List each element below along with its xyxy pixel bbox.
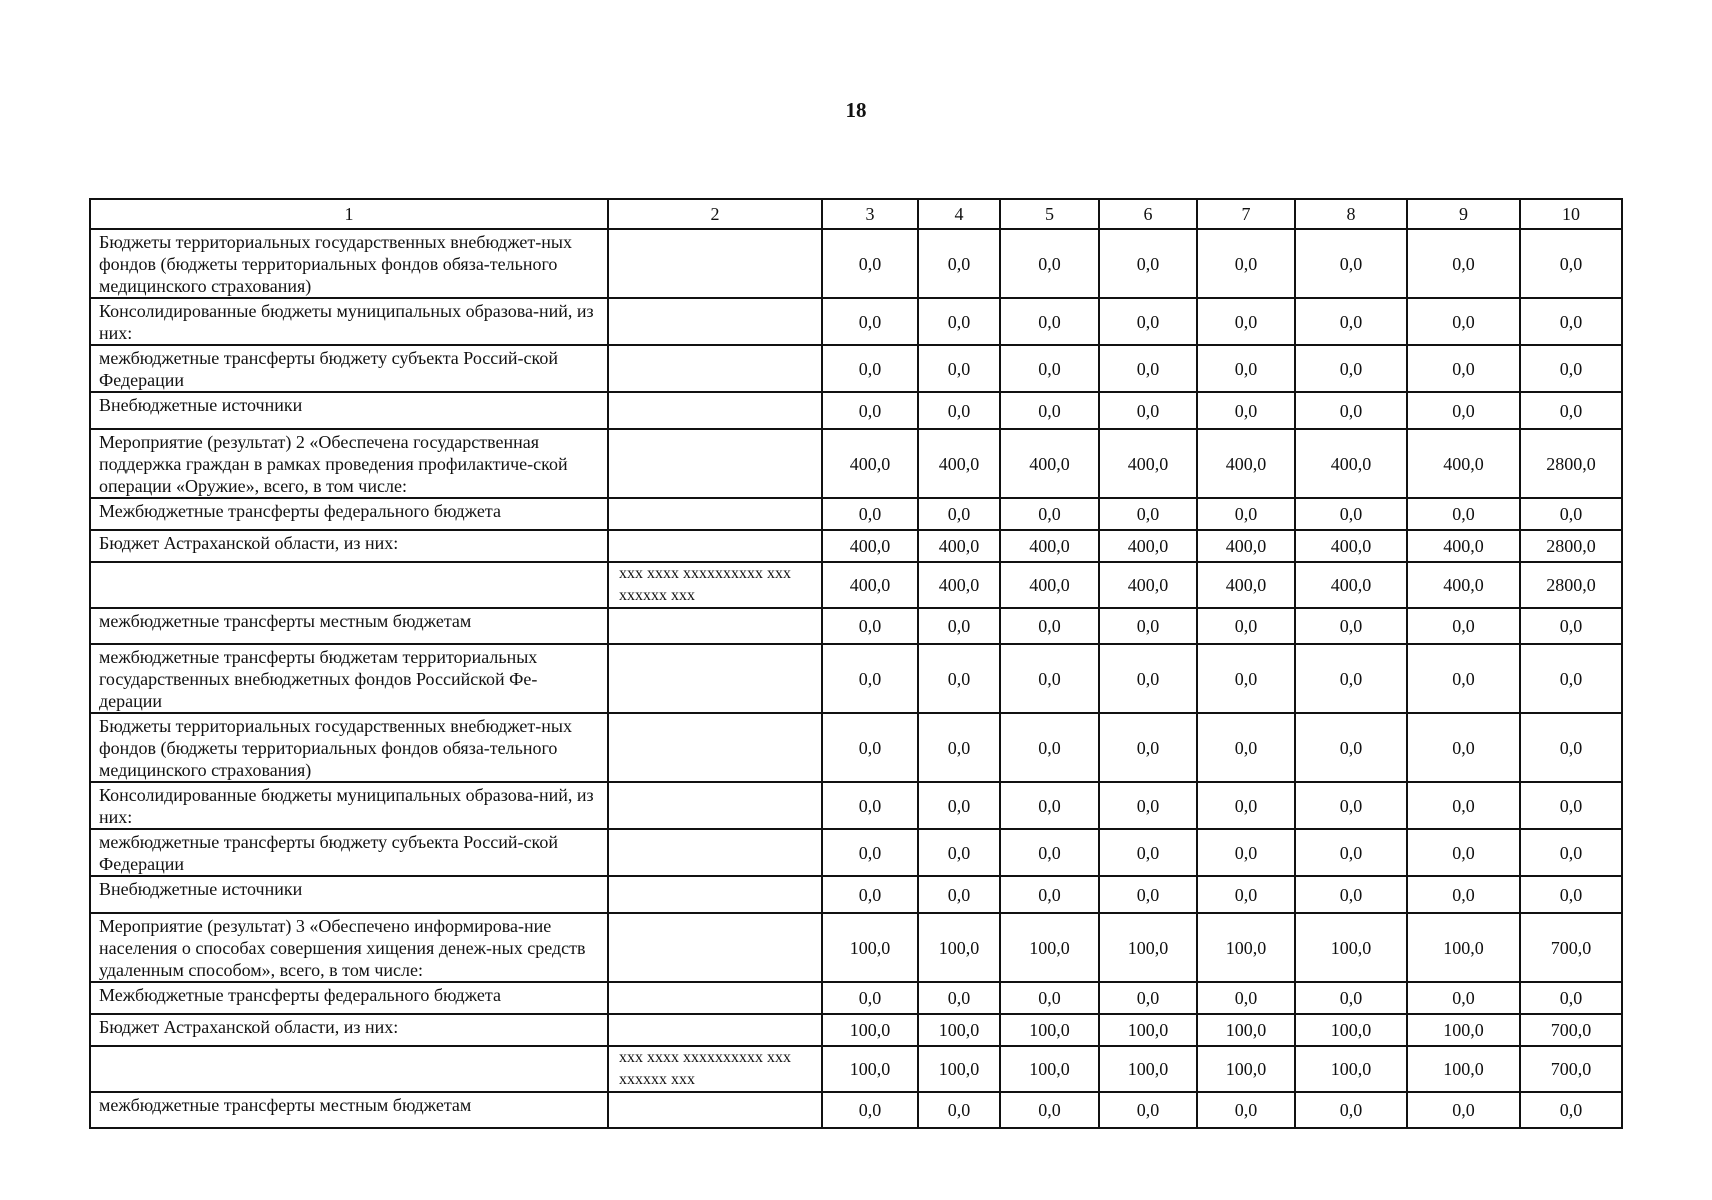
table-row	[90, 1014, 1622, 1046]
value-cell-col-4: 100,0	[918, 1046, 1000, 1092]
value-cell-col-8: 0,0	[1295, 644, 1407, 713]
value-cell-col-10: 2800,0	[1520, 429, 1622, 498]
value-cell-col-6: 0,0	[1099, 982, 1197, 1014]
value-cell-col-6: 0,0	[1099, 1092, 1197, 1128]
value-cell-col-8: 0,0	[1295, 498, 1407, 530]
column-header-4: 4	[918, 199, 1000, 229]
value-cell-col-3: 0,0	[822, 982, 918, 1014]
value-cell-col-10: 700,0	[1520, 1014, 1622, 1046]
value-cell-col-10: 0,0	[1520, 1092, 1622, 1128]
value-cell-col-6: 0,0	[1099, 829, 1197, 876]
table-row	[90, 229, 1622, 298]
row-name-cell: межбюджетные трансферты местным бюджетам	[90, 608, 608, 644]
row-name-cell: Бюджеты территориальных государственных внебюджет-ных фондов (бюджеты территориальных фондов обяза-тельного медицинского страхования)	[90, 713, 608, 782]
row-name-cell: межбюджетные трансферты бюджетам территориальных государственных внебюджетных фондов Российской Фе-дерации	[90, 644, 608, 713]
value-cell-col-4: 400,0	[918, 429, 1000, 498]
page-number: 18	[845, 98, 867, 122]
value-cell-col-9: 0,0	[1407, 1092, 1520, 1128]
row-code-cell	[608, 782, 822, 829]
value-cell-col-6: 0,0	[1099, 229, 1197, 298]
value-cell-col-8: 0,0	[1295, 392, 1407, 429]
row-code-cell	[608, 392, 822, 429]
value-cell-col-8: 0,0	[1295, 782, 1407, 829]
row-code-cell	[608, 345, 822, 392]
value-cell-col-3: 0,0	[822, 644, 918, 713]
value-cell-col-9: 0,0	[1407, 876, 1520, 913]
value-cell-col-3: 100,0	[822, 913, 918, 982]
value-cell-col-7: 0,0	[1197, 644, 1295, 713]
row-name-cell: Внебюджетные источники	[90, 876, 608, 913]
table-row	[90, 1046, 1622, 1092]
value-cell-col-5: 0,0	[1000, 345, 1099, 392]
value-cell-col-4: 0,0	[918, 782, 1000, 829]
value-cell-col-6: 400,0	[1099, 429, 1197, 498]
row-name-cell: межбюджетные трансферты местным бюджетам	[90, 1092, 608, 1128]
table-body	[90, 229, 1622, 1128]
value-cell-col-9: 0,0	[1407, 982, 1520, 1014]
row-name-cell: Мероприятие (результат) 3 «Обеспечено информирова-ние населения о способах совершения хищения денеж-ных средств удаленным способом», всего, в том числе:	[90, 913, 608, 982]
value-cell-col-5: 0,0	[1000, 298, 1099, 345]
column-header-3: 3	[822, 199, 918, 229]
header-row	[90, 199, 1622, 229]
value-cell-col-4: 0,0	[918, 608, 1000, 644]
value-cell-col-7: 100,0	[1197, 1046, 1295, 1092]
value-cell-col-5: 400,0	[1000, 429, 1099, 498]
value-cell-col-7: 0,0	[1197, 298, 1295, 345]
value-cell-col-8: 0,0	[1295, 713, 1407, 782]
value-cell-col-4: 0,0	[918, 498, 1000, 530]
row-code-cell	[608, 498, 822, 530]
value-cell-col-4: 0,0	[918, 298, 1000, 345]
value-cell-col-8: 0,0	[1295, 298, 1407, 345]
value-cell-col-8: 400,0	[1295, 562, 1407, 608]
value-cell-col-3: 0,0	[822, 713, 918, 782]
row-code-cell	[608, 913, 822, 982]
value-cell-col-9: 100,0	[1407, 1014, 1520, 1046]
value-cell-col-10: 0,0	[1520, 782, 1622, 829]
value-cell-col-6: 0,0	[1099, 608, 1197, 644]
column-header-6: 6	[1099, 199, 1197, 229]
value-cell-col-9: 0,0	[1407, 498, 1520, 530]
value-cell-col-8: 0,0	[1295, 876, 1407, 913]
row-name-cell: Консолидированные бюджеты муниципальных образова-ний, из них:	[90, 298, 608, 345]
value-cell-col-5: 100,0	[1000, 913, 1099, 982]
value-cell-col-6: 400,0	[1099, 562, 1197, 608]
value-cell-col-7: 400,0	[1197, 562, 1295, 608]
value-cell-col-3: 0,0	[822, 1092, 918, 1128]
row-code-cell	[608, 1092, 822, 1128]
value-cell-col-8: 100,0	[1295, 913, 1407, 982]
value-cell-col-6: 0,0	[1099, 713, 1197, 782]
table-row	[90, 345, 1622, 392]
column-header-7: 7	[1197, 199, 1295, 229]
row-code-cell	[608, 982, 822, 1014]
value-cell-col-4: 0,0	[918, 345, 1000, 392]
value-cell-col-9: 0,0	[1407, 713, 1520, 782]
value-cell-col-4: 0,0	[918, 229, 1000, 298]
value-cell-col-7: 0,0	[1197, 608, 1295, 644]
table-row	[90, 608, 1622, 644]
value-cell-col-3: 0,0	[822, 876, 918, 913]
value-cell-col-9: 0,0	[1407, 229, 1520, 298]
row-code-cell	[608, 608, 822, 644]
value-cell-col-4: 0,0	[918, 713, 1000, 782]
value-cell-col-9: 0,0	[1407, 608, 1520, 644]
row-code-cell	[608, 429, 822, 498]
value-cell-col-6: 0,0	[1099, 876, 1197, 913]
value-cell-col-6: 0,0	[1099, 345, 1197, 392]
value-cell-col-10: 0,0	[1520, 608, 1622, 644]
row-code-cell: ххх хххх хххххххххх ххх хххххх ххх	[608, 562, 822, 608]
row-code-cell	[608, 876, 822, 913]
value-cell-col-9: 0,0	[1407, 782, 1520, 829]
value-cell-col-4: 0,0	[918, 829, 1000, 876]
value-cell-col-5: 0,0	[1000, 829, 1099, 876]
table-row	[90, 562, 1622, 608]
value-cell-col-8: 0,0	[1295, 829, 1407, 876]
value-cell-col-8: 100,0	[1295, 1014, 1407, 1046]
value-cell-col-6: 0,0	[1099, 298, 1197, 345]
value-cell-col-9: 100,0	[1407, 1046, 1520, 1092]
column-header-10: 10	[1520, 199, 1622, 229]
table-row	[90, 298, 1622, 345]
value-cell-col-3: 0,0	[822, 782, 918, 829]
value-cell-col-6: 0,0	[1099, 498, 1197, 530]
row-code-cell	[608, 1014, 822, 1046]
value-cell-col-5: 0,0	[1000, 1092, 1099, 1128]
value-cell-col-4: 100,0	[918, 913, 1000, 982]
value-cell-col-7: 0,0	[1197, 1092, 1295, 1128]
value-cell-col-5: 100,0	[1000, 1014, 1099, 1046]
value-cell-col-10: 0,0	[1520, 498, 1622, 530]
value-cell-col-8: 400,0	[1295, 429, 1407, 498]
value-cell-col-7: 0,0	[1197, 829, 1295, 876]
row-code-cell	[608, 530, 822, 562]
table-row	[90, 713, 1622, 782]
value-cell-col-6: 0,0	[1099, 782, 1197, 829]
value-cell-col-5: 0,0	[1000, 876, 1099, 913]
value-cell-col-10: 0,0	[1520, 298, 1622, 345]
value-cell-col-5: 0,0	[1000, 982, 1099, 1014]
value-cell-col-8: 0,0	[1295, 229, 1407, 298]
table-row	[90, 429, 1622, 498]
value-cell-col-3: 0,0	[822, 608, 918, 644]
table-row	[90, 982, 1622, 1014]
value-cell-col-10: 0,0	[1520, 392, 1622, 429]
value-cell-col-10: 700,0	[1520, 913, 1622, 982]
row-code-cell	[608, 298, 822, 345]
row-name-cell: Бюджет Астраханской области, из них:	[90, 530, 608, 562]
row-name-cell: Внебюджетные источники	[90, 392, 608, 429]
row-name-cell: Межбюджетные трансферты федерального бюджета	[90, 498, 608, 530]
value-cell-col-4: 0,0	[918, 876, 1000, 913]
value-cell-col-10: 0,0	[1520, 713, 1622, 782]
row-name-cell	[90, 1046, 608, 1092]
value-cell-col-7: 100,0	[1197, 913, 1295, 982]
row-code-cell	[608, 229, 822, 298]
value-cell-col-10: 0,0	[1520, 345, 1622, 392]
value-cell-col-6: 0,0	[1099, 644, 1197, 713]
value-cell-col-3: 0,0	[822, 829, 918, 876]
value-cell-col-7: 0,0	[1197, 498, 1295, 530]
column-header-2: 2	[608, 199, 822, 229]
value-cell-col-3: 400,0	[822, 530, 918, 562]
value-cell-col-3: 400,0	[822, 562, 918, 608]
value-cell-col-9: 100,0	[1407, 913, 1520, 982]
value-cell-col-10: 0,0	[1520, 829, 1622, 876]
value-cell-col-8: 400,0	[1295, 530, 1407, 562]
value-cell-col-5: 0,0	[1000, 608, 1099, 644]
table-row	[90, 829, 1622, 876]
value-cell-col-6: 100,0	[1099, 1014, 1197, 1046]
row-name-cell: Консолидированные бюджеты муниципальных образова-ний, из них:	[90, 782, 608, 829]
value-cell-col-5: 400,0	[1000, 562, 1099, 608]
value-cell-col-7: 0,0	[1197, 782, 1295, 829]
column-header-5: 5	[1000, 199, 1099, 229]
value-cell-col-5: 0,0	[1000, 229, 1099, 298]
table-row	[90, 782, 1622, 829]
row-name-cell: Бюджет Астраханской области, из них:	[90, 1014, 608, 1046]
value-cell-col-7: 0,0	[1197, 229, 1295, 298]
value-cell-col-6: 400,0	[1099, 530, 1197, 562]
value-cell-col-5: 0,0	[1000, 782, 1099, 829]
table-row	[90, 530, 1622, 562]
value-cell-col-10: 0,0	[1520, 876, 1622, 913]
value-cell-col-4: 400,0	[918, 562, 1000, 608]
row-name-cell	[90, 562, 608, 608]
value-cell-col-9: 400,0	[1407, 562, 1520, 608]
value-cell-col-5: 400,0	[1000, 530, 1099, 562]
value-cell-col-7: 400,0	[1197, 429, 1295, 498]
table-row	[90, 913, 1622, 982]
value-cell-col-9: 400,0	[1407, 530, 1520, 562]
value-cell-col-3: 0,0	[822, 229, 918, 298]
value-cell-col-10: 0,0	[1520, 982, 1622, 1014]
value-cell-col-9: 0,0	[1407, 392, 1520, 429]
value-cell-col-4: 100,0	[918, 1014, 1000, 1046]
value-cell-col-9: 0,0	[1407, 345, 1520, 392]
value-cell-col-7: 0,0	[1197, 713, 1295, 782]
value-cell-col-5: 0,0	[1000, 713, 1099, 782]
value-cell-col-9: 0,0	[1407, 644, 1520, 713]
table-row	[90, 392, 1622, 429]
value-cell-col-7: 0,0	[1197, 876, 1295, 913]
budget-table	[89, 198, 1623, 1129]
row-code-cell	[608, 829, 822, 876]
value-cell-col-7: 0,0	[1197, 345, 1295, 392]
value-cell-col-4: 0,0	[918, 982, 1000, 1014]
row-code-cell	[608, 713, 822, 782]
value-cell-col-3: 400,0	[822, 429, 918, 498]
value-cell-col-4: 400,0	[918, 530, 1000, 562]
value-cell-col-4: 0,0	[918, 1092, 1000, 1128]
value-cell-col-8: 0,0	[1295, 345, 1407, 392]
value-cell-col-3: 0,0	[822, 345, 918, 392]
table-row	[90, 644, 1622, 713]
value-cell-col-7: 100,0	[1197, 1014, 1295, 1046]
value-cell-col-7: 0,0	[1197, 392, 1295, 429]
row-name-cell: Бюджеты территориальных государственных внебюджет-ных фондов (бюджеты территориальных фондов обяза-тельного медицинского страхования)	[90, 229, 608, 298]
value-cell-col-6: 100,0	[1099, 1046, 1197, 1092]
value-cell-col-9: 0,0	[1407, 829, 1520, 876]
value-cell-col-6: 100,0	[1099, 913, 1197, 982]
row-name-cell: межбюджетные трансферты бюджету субъекта Россий-ской Федерации	[90, 829, 608, 876]
value-cell-col-3: 100,0	[822, 1014, 918, 1046]
value-cell-col-5: 100,0	[1000, 1046, 1099, 1092]
row-code-cell: ххх хххх хххххххххх ххх хххххх ххх	[608, 1046, 822, 1092]
value-cell-col-3: 0,0	[822, 392, 918, 429]
value-cell-col-10: 0,0	[1520, 644, 1622, 713]
row-name-cell: межбюджетные трансферты бюджету субъекта Россий-ской Федерации	[90, 345, 608, 392]
table-row	[90, 498, 1622, 530]
value-cell-col-4: 0,0	[918, 644, 1000, 713]
value-cell-col-6: 0,0	[1099, 392, 1197, 429]
value-cell-col-10: 0,0	[1520, 229, 1622, 298]
column-header-1: 1	[90, 199, 608, 229]
column-header-8: 8	[1295, 199, 1407, 229]
table-row	[90, 876, 1622, 913]
value-cell-col-10: 2800,0	[1520, 530, 1622, 562]
row-name-cell: Межбюджетные трансферты федерального бюджета	[90, 982, 608, 1014]
value-cell-col-3: 0,0	[822, 498, 918, 530]
value-cell-col-10: 700,0	[1520, 1046, 1622, 1092]
value-cell-col-9: 0,0	[1407, 298, 1520, 345]
value-cell-col-5: 0,0	[1000, 644, 1099, 713]
value-cell-col-8: 100,0	[1295, 1046, 1407, 1092]
row-code-cell	[608, 644, 822, 713]
value-cell-col-7: 400,0	[1197, 530, 1295, 562]
value-cell-col-8: 0,0	[1295, 1092, 1407, 1128]
value-cell-col-3: 100,0	[822, 1046, 918, 1092]
value-cell-col-8: 0,0	[1295, 608, 1407, 644]
value-cell-col-3: 0,0	[822, 298, 918, 345]
table-row	[90, 1092, 1622, 1128]
value-cell-col-4: 0,0	[918, 392, 1000, 429]
value-cell-col-5: 0,0	[1000, 498, 1099, 530]
value-cell-col-7: 0,0	[1197, 982, 1295, 1014]
row-name-cell: Мероприятие (результат) 2 «Обеспечена государственная поддержка граждан в рамках проведения профилактиче-ской операции «Оружие», всего, в том числе:	[90, 429, 608, 498]
value-cell-col-10: 2800,0	[1520, 562, 1622, 608]
value-cell-col-8: 0,0	[1295, 982, 1407, 1014]
value-cell-col-5: 0,0	[1000, 392, 1099, 429]
value-cell-col-9: 400,0	[1407, 429, 1520, 498]
column-header-9: 9	[1407, 199, 1520, 229]
